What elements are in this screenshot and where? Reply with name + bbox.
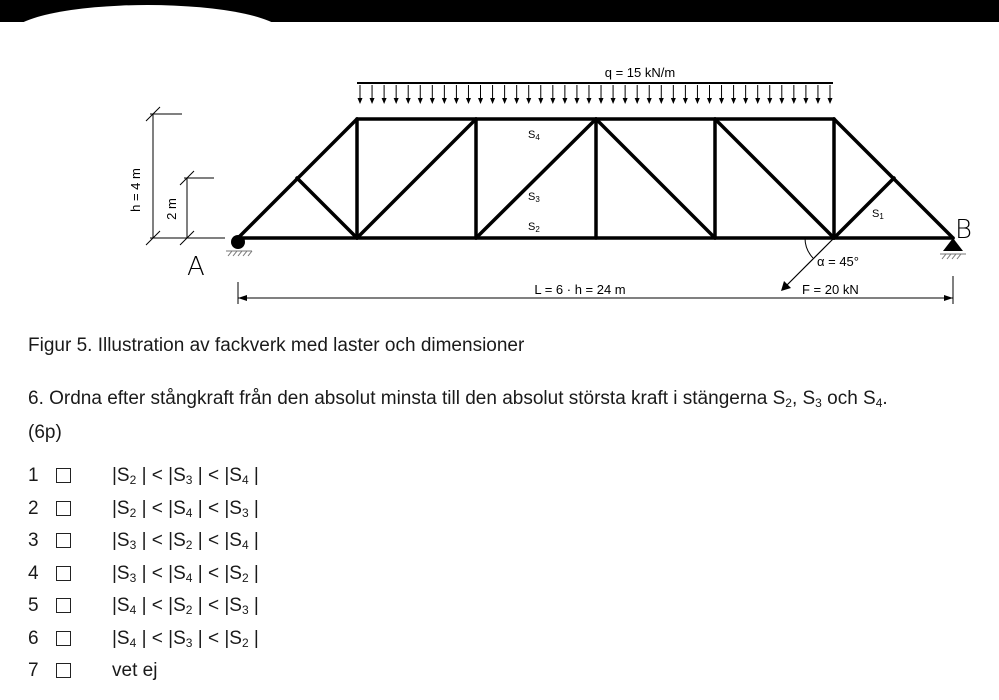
load-arrowhead [406,98,411,104]
load-arrowhead [430,98,435,104]
option-number: 2 [28,497,39,519]
option-number: 3 [28,530,39,551]
load-arrowhead [779,98,784,104]
option-checkbox[interactable] [56,566,71,581]
question [28,384,978,447]
load-arrowhead [659,98,664,104]
load-arrowhead [791,98,796,104]
angle-arc [805,238,813,258]
angle-label: α = 45° [817,254,859,269]
load-arrowhead [418,98,423,104]
load-arrowhead [683,98,688,104]
ground-hatch-a [226,251,252,256]
load-arrowhead [767,98,772,104]
option-text: vet ej [112,660,158,681]
force-label: F = 20 kN [802,282,859,297]
pin-support-a [231,235,245,249]
load-arrowhead [731,98,736,104]
right-sub-diagonal-s1 [834,178,894,238]
load-label: q = 15 kN/m [604,65,676,80]
question-text: 6. Ordna efter stångkraft från den absolut minsta till den absolut största kraft i stängerna $S_2$, $S_3$ och $S_4$. [28,388,888,410]
diagonal-3 [596,119,715,238]
option-checkbox[interactable] [56,501,71,516]
height-dimensions [146,107,225,245]
option-text: $|S_4$ | < $|S_3$ | < $|S_2$ | [112,627,259,650]
support-label-b: B [955,215,973,245]
option-number: 1 [28,465,39,486]
ground-hatch-b [940,254,966,259]
load-arrowhead [719,98,724,104]
option-checkbox[interactable] [56,533,71,548]
load-arrowhead [358,98,363,104]
load-arrowhead [635,98,640,104]
figure-caption: Figur 5. Illustration av fackverk med laster och dimensioner [28,335,525,356]
option-text: $|S_3$ | < $|S_2$ | < $|S_4$ | [112,530,259,552]
load-arrowhead [442,98,447,104]
half-height-label: 2 m [164,198,179,220]
option-text: $|S_2$ | < $|S_4$ | < $|S_3$ | [112,497,259,520]
diagonal-1 [357,119,476,238]
load-arrowhead [550,98,555,104]
load-arrowhead [828,98,833,104]
diagonal-4 [715,119,834,238]
load-arrowhead [538,98,543,104]
load-arrowhead [562,98,567,104]
load-arrowhead [454,98,459,104]
load-arrowhead [671,98,676,104]
load-arrowhead [394,98,399,104]
load-arrowhead [490,98,495,104]
load-arrowhead [574,98,579,104]
option-checkbox[interactable] [56,663,71,678]
load-arrowhead [707,98,712,104]
load-arrowhead [526,98,531,104]
load-arrowhead [599,98,604,104]
option-text: $|S_2$ | < $|S_3$ | < $|S_4$ | [112,465,259,487]
load-arrowhead [586,98,591,104]
truss-figure [0,0,999,320]
load-arrowhead [803,98,808,104]
option-text: $|S_4$ | < $|S_2$ | < $|S_3$ | [112,595,259,617]
option-checkbox[interactable] [56,598,71,613]
option-number: 5 [28,595,39,616]
member-label-s3: S3 [528,191,540,204]
left-sub-diagonal [297,178,357,238]
load-arrowhead [695,98,700,104]
question-points: (6p) [28,422,62,443]
load-arrowhead [370,98,375,104]
load-arrowhead [647,98,652,104]
load-arrowhead [382,98,387,104]
load-arrowhead [611,98,616,104]
load-arrowhead [743,98,748,104]
support-label-a: A [187,252,205,282]
load-arrowhead [815,98,820,104]
load-arrowhead [478,98,483,104]
load-arrowhead [755,98,760,104]
option-text: $|S_3$ | < $|S_4$ | < $|S_2$ | [112,562,259,585]
span-label: L = 6 · h = 24 m [534,282,626,297]
option-number: 4 [28,562,39,584]
option-number: 7 [28,660,39,681]
member-label-s4: S4 [528,129,540,142]
load-arrows [358,85,833,104]
load-bar [357,82,833,84]
member-label-s2: S2 [528,221,540,234]
option-checkbox[interactable] [56,631,71,646]
member-label-s1: S1 [872,208,884,221]
load-arrowhead [502,98,507,104]
load-arrowhead [466,98,471,104]
load-arrowhead [514,98,519,104]
truss-members [238,119,953,238]
option-number: 6 [28,627,39,649]
load-arrowhead [623,98,628,104]
height-label: h = 4 m [128,168,143,212]
option-checkbox[interactable] [56,468,71,483]
